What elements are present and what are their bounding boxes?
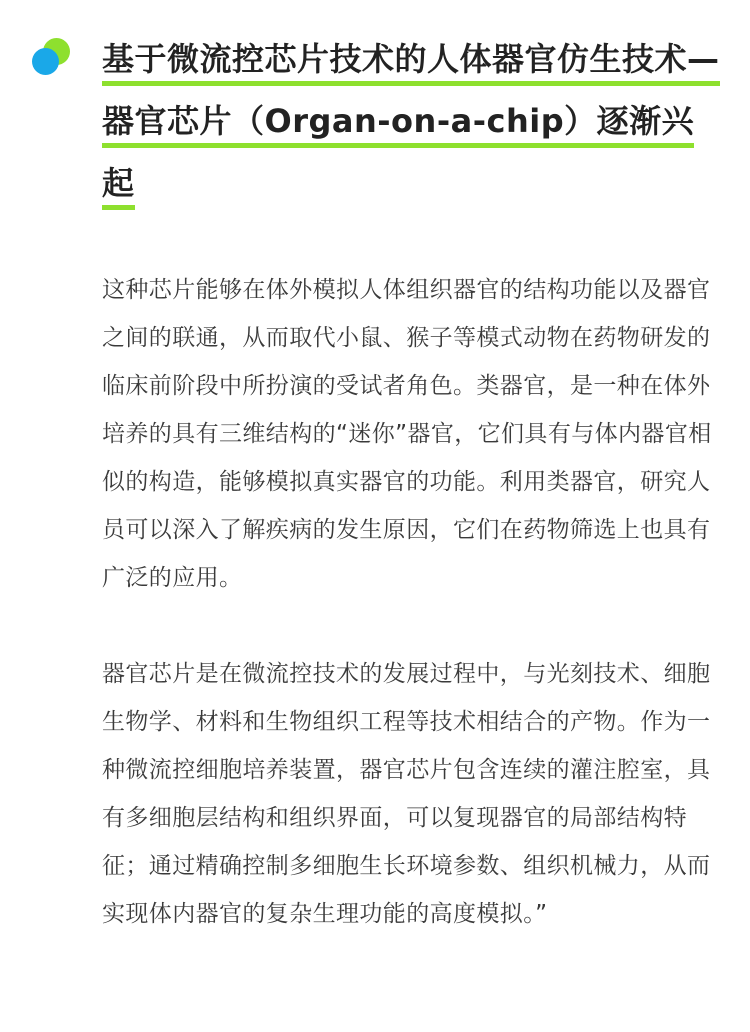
article-paragraph-1: 这种芯片能够在体外模拟人体组织器官的结构功能以及器官之间的联通，从而取代小鼠、猴子等模式动物在药物研发的临床前阶段中所扮演的受试者角色。类器官，是一种在体外培养的具有三维结构的“迷你”器官，它们具有与体内器官相似的构造，能够模拟真实器官的功能。利用类器官，研究人员可以深入了解疾病的发生原因，它们在药物筛选上也具有广泛的应用。 (102, 277, 712, 591)
article-paragraph-2: 器官芯片是在微流控技术的发展过程中，与光刻技术、细胞生物学、材料和生物组织工程等技术相结合的产物。作为一种微流控细胞培养装置，器官芯片包含连续的灌注腔室，具有多细胞层结构和组织界面，可以复现器官的局部结构特征；通过精确控制多细胞生长环境参数、组织机械力，从而实现体内器官的复杂生理功能的高度模拟。” (102, 661, 711, 927)
section-heading-text: 基于微流控芯片技术的人体器官仿生技术—器官芯片（Organ-on-a-chip）逐渐兴起 (102, 40, 720, 210)
section-heading (102, 28, 722, 214)
blue-circle-icon (32, 48, 59, 75)
section-logo-icon (32, 38, 74, 76)
